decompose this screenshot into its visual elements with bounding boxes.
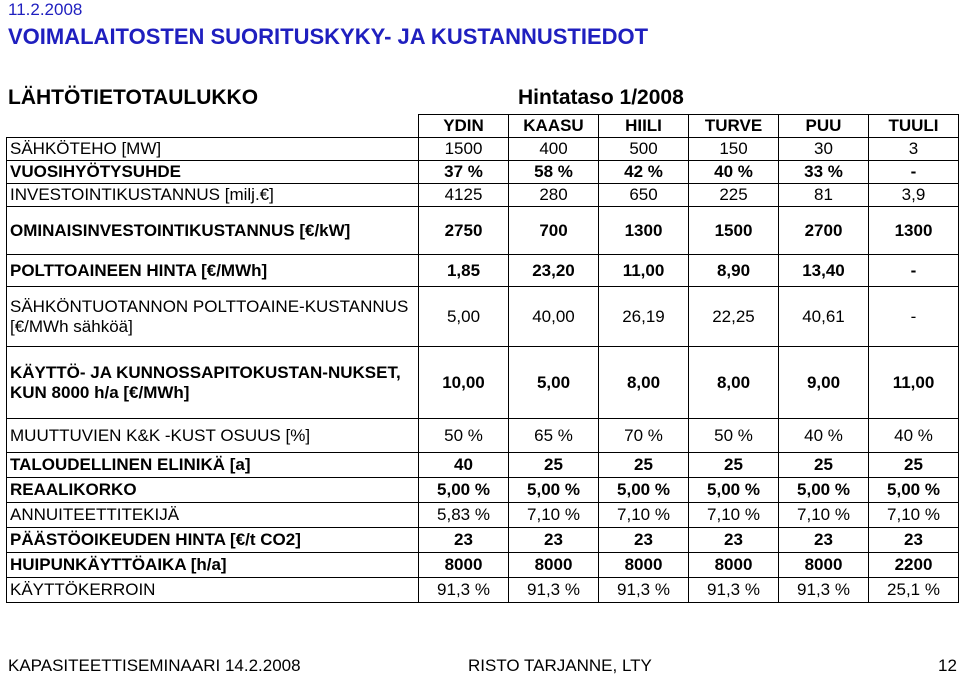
row-label: HUIPUNKÄYTTÖAIKA [h/a] xyxy=(7,553,419,578)
table-cell: 11,00 xyxy=(599,255,689,287)
table-cell: 8000 xyxy=(689,553,779,578)
row-label: MUUTTUVIEN K&K -KUST OSUUS [%] xyxy=(7,419,419,453)
table-cell: 8000 xyxy=(419,553,509,578)
table-cell: 5,83 % xyxy=(419,503,509,528)
row-label: SÄHKÖTEHO [MW] xyxy=(7,138,419,161)
table-cell: 42 % xyxy=(599,161,689,184)
table-cell: 25 xyxy=(599,453,689,478)
table-cell: 26,19 xyxy=(599,287,689,347)
row-label: OMINAISINVESTOINTIKUSTANNUS [€/kW] xyxy=(7,207,419,255)
table-cell: 5,00 % xyxy=(509,478,599,503)
table-cell: 37 % xyxy=(419,161,509,184)
price-level: Hintataso 1/2008 xyxy=(518,86,684,109)
table-cell: 33 % xyxy=(779,161,869,184)
table-cell: 5,00 xyxy=(509,347,599,419)
table-cell: 1500 xyxy=(689,207,779,255)
table-cell: - xyxy=(869,255,959,287)
table-cell: 150 xyxy=(689,138,779,161)
table-row xyxy=(7,553,959,578)
footer-page-number: 12 xyxy=(938,656,957,675)
table-cell: 1500 xyxy=(419,138,509,161)
table-row xyxy=(7,578,959,603)
table-cell: 40 % xyxy=(869,419,959,453)
table-cell: 40 % xyxy=(779,419,869,453)
table-cell: 1300 xyxy=(599,207,689,255)
column-header: TURVE xyxy=(689,115,779,138)
table-cell: 5,00 % xyxy=(599,478,689,503)
table-row xyxy=(7,184,959,207)
row-label: PÄÄSTÖOIKEUDEN HINTA [€/t CO2] xyxy=(7,528,419,553)
table-cell: 8,00 xyxy=(689,347,779,419)
table-cell: 650 xyxy=(599,184,689,207)
table-cell: 25 xyxy=(869,453,959,478)
table-row xyxy=(7,347,959,419)
table-cell: 23 xyxy=(419,528,509,553)
table-cell: 10,00 xyxy=(419,347,509,419)
column-header: YDIN xyxy=(419,115,509,138)
table-row xyxy=(7,207,959,255)
table-header-row xyxy=(7,115,959,138)
row-label: VUOSIHYÖTYSUHDE xyxy=(7,161,419,184)
table-cell: 81 xyxy=(779,184,869,207)
table-cell: 7,10 % xyxy=(689,503,779,528)
table-cell: 40 xyxy=(419,453,509,478)
table-cell: 2200 xyxy=(869,553,959,578)
table-cell: 91,3 % xyxy=(419,578,509,603)
table-cell: 225 xyxy=(689,184,779,207)
table-cell: 91,3 % xyxy=(509,578,599,603)
table-cell: 58 % xyxy=(509,161,599,184)
table-cell: 11,00 xyxy=(869,347,959,419)
data-table xyxy=(6,114,959,603)
table-cell: 40 % xyxy=(689,161,779,184)
table-cell: 40,61 xyxy=(779,287,869,347)
table-cell: 4125 xyxy=(419,184,509,207)
row-label: POLTTOAINEEN HINTA [€/MWh] xyxy=(7,255,419,287)
table-row xyxy=(7,528,959,553)
table-cell: 23 xyxy=(689,528,779,553)
table-cell: 8,00 xyxy=(599,347,689,419)
table-cell: 13,40 xyxy=(779,255,869,287)
page-title: VOIMALAITOSTEN SUORITUSKYKY- JA KUSTANNUSTIEDOT xyxy=(8,24,649,49)
table-cell: - xyxy=(869,287,959,347)
table-cell: 23,20 xyxy=(509,255,599,287)
table-cell: 65 % xyxy=(509,419,599,453)
table-cell: 8000 xyxy=(509,553,599,578)
table-cell: 91,3 % xyxy=(689,578,779,603)
table-row xyxy=(7,453,959,478)
table-cell: 40,00 xyxy=(509,287,599,347)
table-cell: 25 xyxy=(779,453,869,478)
table-cell: 7,10 % xyxy=(779,503,869,528)
column-header: HIILI xyxy=(599,115,689,138)
table-cell: 8,90 xyxy=(689,255,779,287)
table-cell: 91,3 % xyxy=(599,578,689,603)
table-cell: 2750 xyxy=(419,207,509,255)
table-cell: 2700 xyxy=(779,207,869,255)
footer-author: RISTO TARJANNE, LTY xyxy=(468,656,652,675)
table-cell: 25 xyxy=(509,453,599,478)
table-cell: 50 % xyxy=(419,419,509,453)
table-row xyxy=(7,419,959,453)
table-cell: 50 % xyxy=(689,419,779,453)
table-cell: 30 xyxy=(779,138,869,161)
table-cell: 1300 xyxy=(869,207,959,255)
table-cell: 7,10 % xyxy=(509,503,599,528)
table-cell: 23 xyxy=(599,528,689,553)
table-cell: 9,00 xyxy=(779,347,869,419)
table-row xyxy=(7,478,959,503)
header-empty-cell xyxy=(7,115,419,138)
table-row xyxy=(7,503,959,528)
table-cell: 280 xyxy=(509,184,599,207)
table-cell: 25,1 % xyxy=(869,578,959,603)
column-header: KAASU xyxy=(509,115,599,138)
table-cell: 5,00 % xyxy=(779,478,869,503)
table-cell: - xyxy=(869,161,959,184)
table-row xyxy=(7,287,959,347)
table-cell: 25 xyxy=(689,453,779,478)
table-cell: 7,10 % xyxy=(869,503,959,528)
table-cell: 5,00 % xyxy=(869,478,959,503)
table-row xyxy=(7,255,959,287)
column-header: TUULI xyxy=(869,115,959,138)
table-cell: 3 xyxy=(869,138,959,161)
row-label: INVESTOINTIKUSTANNUS [milj.€] xyxy=(7,184,419,207)
date-label: 11.2.2008 xyxy=(8,0,83,19)
table-cell: 7,10 % xyxy=(599,503,689,528)
row-label: KÄYTTÖKERROIN xyxy=(7,578,419,603)
table-cell: 700 xyxy=(509,207,599,255)
table-cell: 23 xyxy=(509,528,599,553)
table-cell: 23 xyxy=(779,528,869,553)
table-cell: 5,00 % xyxy=(689,478,779,503)
column-header: PUU xyxy=(779,115,869,138)
table-row xyxy=(7,161,959,184)
table-cell: 70 % xyxy=(599,419,689,453)
table-cell: 22,25 xyxy=(689,287,779,347)
table-cell: 400 xyxy=(509,138,599,161)
table-cell: 8000 xyxy=(599,553,689,578)
footer-event: KAPASITEETTISEMINAARI 14.2.2008 xyxy=(8,656,301,675)
table-cell: 3,9 xyxy=(869,184,959,207)
table-cell: 8000 xyxy=(779,553,869,578)
table-row xyxy=(7,138,959,161)
row-label: REAALIKORKO xyxy=(7,478,419,503)
table-cell: 23 xyxy=(869,528,959,553)
row-label: SÄHKÖNTUOTANNON POLTTOAINE-KUSTANNUS [€/MWh sähköä] xyxy=(7,287,419,347)
table-cell: 5,00 % xyxy=(419,478,509,503)
table-cell: 500 xyxy=(599,138,689,161)
row-label: TALOUDELLINEN ELINIKÄ [a] xyxy=(7,453,419,478)
table-cell: 5,00 xyxy=(419,287,509,347)
table-cell: 1,85 xyxy=(419,255,509,287)
table-subtitle: LÄHTÖTIETOTAULUKKO xyxy=(8,86,259,109)
row-label: KÄYTTÖ- JA KUNNOSSAPITOKUSTAN-NUKSET, KUN 8000 h/a [€/MWh] xyxy=(7,347,419,419)
table-cell: 91,3 % xyxy=(779,578,869,603)
row-label: ANNUITEETTITEKIJÄ xyxy=(7,503,419,528)
